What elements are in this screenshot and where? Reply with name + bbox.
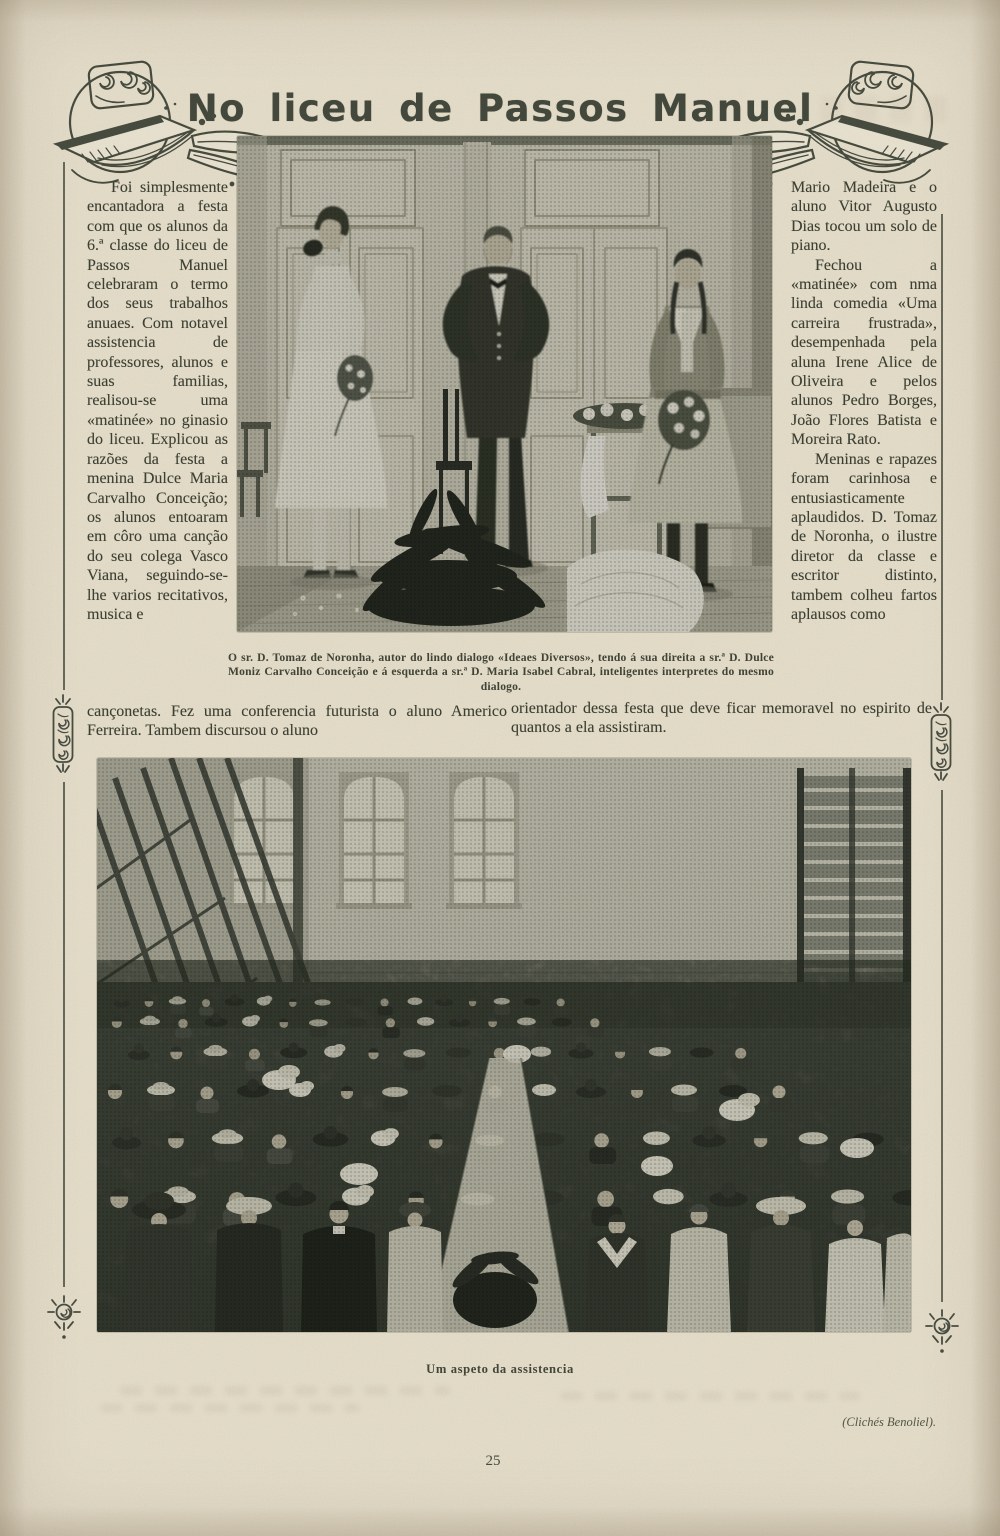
bleed-through-smudge <box>100 1404 360 1412</box>
bleed-through-smudge <box>120 1386 450 1395</box>
page-number: 25 <box>485 1453 501 1469</box>
paragraph: cançonetas. Fez uma conferencia futurista o aluno Americo Ferreira. Tambem discursou o aluno <box>87 703 507 740</box>
bleed-through-smudge <box>820 96 960 122</box>
paragraph: Meninas e rapazes foram carinhosa e entusiasticamente aplaudidos. D. Tomaz de Noronha, o ilustre diretor da classe e escritor distinto, tambem colheu fartos aplausos como <box>791 450 937 623</box>
right-border-rule-lower <box>941 790 943 1302</box>
audience-photo-caption: Um aspeto da assistencia <box>426 1361 574 1376</box>
stage-photo-caption: O sr. D. Tomaz de Noronha, autor do lindo dialogo «Ideaes Diversos», tendo á sua direita a sr.ª D. Dulce Moniz Carvalho Conceição e á esquerda a sr.ª D. Maria Isabel Cabral, inteligentes interpretes do mesmo dialogo. <box>228 650 774 693</box>
left-border-rule <box>63 162 65 690</box>
stage-photo <box>237 136 772 632</box>
rose-finial-icon <box>924 1304 960 1360</box>
left-border-rule-lower <box>63 782 65 1287</box>
paragraph: Fechou a «matinée» com nma linda comedia «Uma carreira frustrada», desempenhada pela aluna Irene Alice de Oliveira e pelos alunos Pedro Borges, João Flores Batista e Moreira Rato. <box>791 256 937 449</box>
audience-photo <box>97 758 911 1332</box>
rose-cartouche-icon <box>50 694 76 778</box>
right-border-rule <box>941 214 943 700</box>
bleed-through-smudge <box>560 1392 860 1400</box>
article-right-column <box>791 178 937 624</box>
page-title: No liceu de Passos Manuel <box>186 86 814 130</box>
article-bottom-left <box>87 702 507 741</box>
article-left-column <box>87 178 228 624</box>
paragraph: Foi simplesmente encantadora a festa com que os alunos da 6.ª classe do liceu de Passos Manuel celebraram o termo dos seus trabalhos anuaes. Com notavel assistencia de professores, alunos e suas familias, realisou-se uma «matinée» no ginasio do liceu. Explicou as razões da festa a menina Dulce Maria Carvalho Conceição; os alunos entoaram em côro uma canção do seu colega Vasco Viana, seguindo-se-lhe varios recitativos, musica e <box>87 179 228 623</box>
paragraph: Mario Madeira e o aluno Vitor Augusto Dias tocou um solo de piano. <box>791 179 937 255</box>
article-bottom-right <box>511 699 932 738</box>
paragraph: orientador dessa festa que deve ficar memoravel no espirito de quantos a ela assistiram. <box>511 700 932 737</box>
photo-credit: (Clichés Benoliel). <box>842 1414 936 1429</box>
rose-finial-icon <box>46 1290 82 1346</box>
